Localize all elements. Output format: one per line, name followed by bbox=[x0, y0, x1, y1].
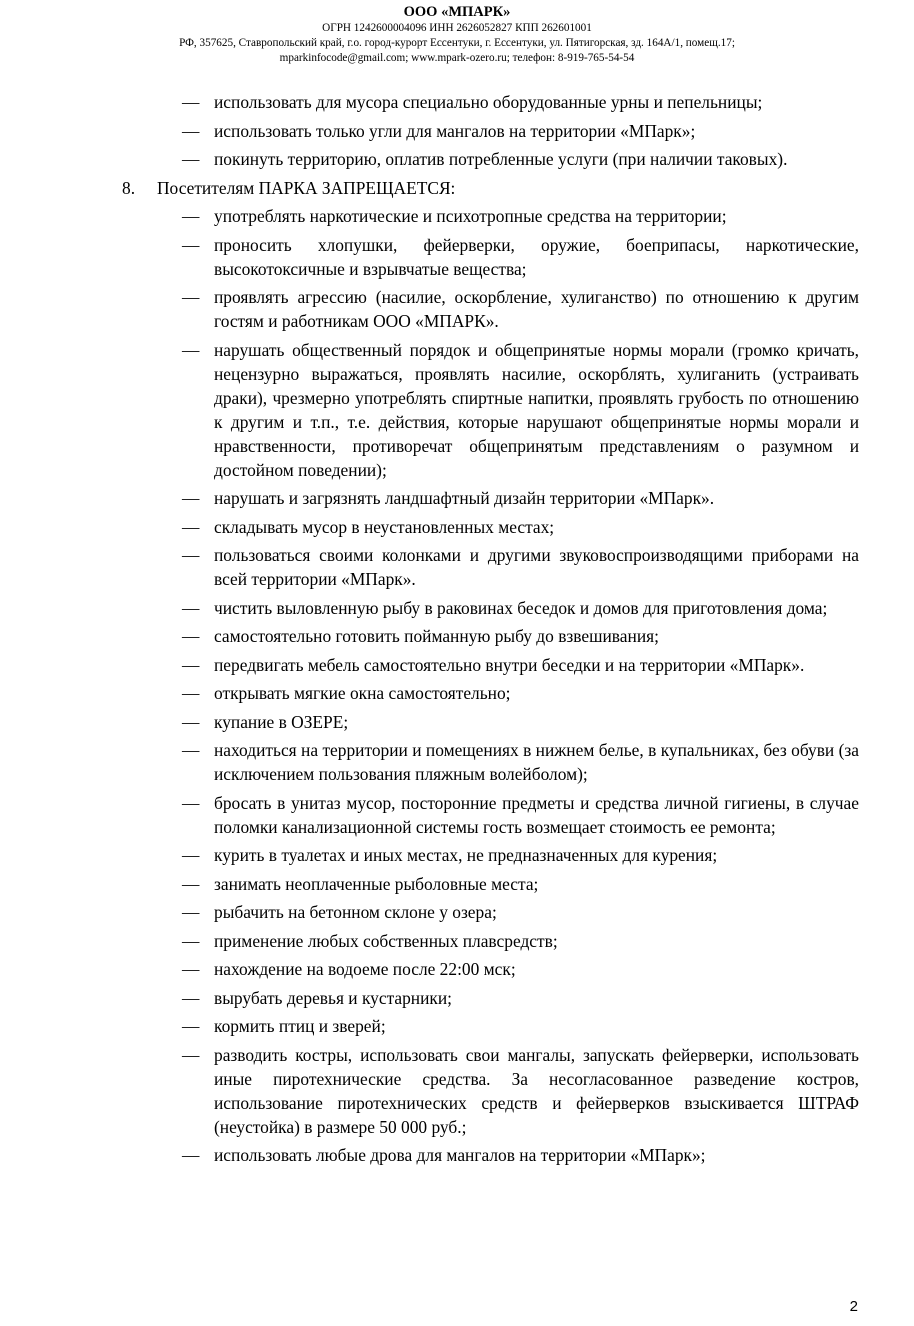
list-item-text: нарушать и загрязнять ландшафтный дизайн территории «МПарк». bbox=[214, 488, 715, 508]
list-item bbox=[0, 147, 859, 171]
section-8-heading bbox=[0, 176, 914, 200]
dash-bullet: — bbox=[182, 516, 200, 537]
list-item bbox=[0, 90, 859, 114]
list-item bbox=[0, 119, 859, 143]
list-item bbox=[0, 653, 859, 677]
list-item bbox=[0, 900, 859, 924]
dash-bullet: — bbox=[182, 792, 200, 813]
dash-bullet: — bbox=[182, 1145, 200, 1165]
list-item bbox=[0, 986, 859, 1010]
list-item-text: кормить птиц и зверей; bbox=[214, 1016, 386, 1036]
list-item bbox=[0, 285, 859, 333]
list-item-text: проявлять агрессию (насилие, оскорбление, хулиганство) по отношению к другим гостям и работникам ООО «МПАРК». bbox=[214, 287, 859, 331]
list-item bbox=[0, 204, 859, 228]
dash-bullet: — bbox=[182, 654, 200, 675]
dash-bullet: — bbox=[182, 930, 200, 951]
contacts-line: mparkinfocode@gmail.com; www.mpark-ozero.ru; телефон: 8-919-765-54-54 bbox=[279, 52, 635, 64]
dash-bullet: — bbox=[182, 92, 200, 112]
dash-bullet: — bbox=[182, 902, 200, 922]
list-item bbox=[0, 957, 859, 981]
document-header bbox=[0, 4, 914, 66]
list-item-text: вырубать деревья и кустарники; bbox=[214, 987, 452, 1008]
list-item bbox=[0, 596, 859, 620]
dash-bullet: — bbox=[182, 120, 200, 141]
list-item-text: применение любых собственных плавсредств; bbox=[214, 930, 558, 951]
document-body bbox=[0, 90, 914, 1167]
list-item bbox=[0, 843, 859, 867]
list-item-text: открывать мягкие окна самостоятельно; bbox=[214, 683, 511, 703]
list-item-text: находиться на территории и помещениях в нижнем белье, в купальниках, без обуви (за исключением пользования пляжным волейболом); bbox=[214, 740, 859, 784]
list-item bbox=[0, 1014, 859, 1038]
dash-bullet: — bbox=[182, 234, 200, 255]
dash-bullet: — bbox=[182, 488, 200, 508]
dash-bullet: — bbox=[182, 873, 200, 894]
list-item-text: бросать в унитаз мусор, посторонние предметы и средства личной гигиены, в случае поломки канализационной системы гость возмещает стоимость ее ремонта; bbox=[214, 792, 859, 837]
dash-bullet: — bbox=[182, 1044, 200, 1065]
page-number: 2 bbox=[849, 1298, 858, 1315]
registration-line: ОГРН 1242600004096 ИНН 2626052827 КПП 262601001 bbox=[322, 22, 592, 34]
list-item bbox=[0, 710, 859, 734]
dash-bullet: — bbox=[182, 845, 200, 865]
list-item-text: занимать неоплаченные рыболовные места; bbox=[214, 873, 539, 894]
list-item-text: проносить хлопушки, фейерверки, оружие, боеприпасы, наркотические, высокотоксичные и взрывчатые вещества; bbox=[214, 234, 859, 279]
list-item bbox=[0, 486, 859, 510]
list-item bbox=[0, 1143, 859, 1167]
dash-bullet: — bbox=[182, 740, 200, 760]
list-item-text: курить в туалетах и иных местах, не предназначенных для курения; bbox=[214, 845, 718, 865]
list-item-text: пользоваться своими колонками и другими звуковоспроизводящими приборами на всей территории «МПарк». bbox=[214, 545, 859, 589]
list-item-text: рыбачить на бетонном склоне у озера; bbox=[214, 902, 497, 922]
dash-bullet: — bbox=[182, 339, 200, 360]
list-item-text: использовать только угли для мангалов на территории «МПарк»; bbox=[214, 120, 696, 141]
list-item bbox=[0, 543, 859, 591]
list-item bbox=[0, 338, 859, 482]
dash-bullet: — bbox=[182, 711, 200, 732]
list-item-text: самостоятельно готовить пойманную рыбу до взвешивания; bbox=[214, 626, 659, 646]
list-item bbox=[0, 738, 859, 786]
company-name: ООО «МПАРК» bbox=[403, 4, 511, 20]
list-item bbox=[0, 515, 859, 539]
list-item bbox=[0, 681, 859, 705]
dash-bullet: — bbox=[182, 959, 200, 979]
list-item-text: употреблять наркотические и психотропные средства на территории; bbox=[214, 206, 727, 226]
list-item bbox=[0, 791, 859, 839]
list-item-text: использовать для мусора специально оборудованные урны и пепельницы; bbox=[214, 92, 763, 112]
dash-bullet: — bbox=[182, 683, 200, 703]
dash-bullet: — bbox=[182, 987, 200, 1008]
list-item bbox=[0, 929, 859, 953]
list-item bbox=[0, 872, 859, 896]
dash-bullet: — bbox=[182, 626, 200, 646]
dash-bullet: — bbox=[182, 206, 200, 226]
list-item bbox=[0, 624, 859, 648]
list-item-text: разводить костры, использовать свои мангалы, запускать фейерверки, использовать иные пиротехнические средства. За несогласованное разведение костров, использование пиротехнических средств и фейерверков взыскивается ШТРАФ (неустойка) в размере 50 000 руб.; bbox=[214, 1044, 859, 1137]
dash-bullet: — bbox=[182, 597, 200, 618]
list-item-text: нарушать общественный порядок и общепринятые нормы морали (громко кричать, нецензурно выражаться, проявлять насилие, оскорблять, хулиганить (устраивать драки), чрезмерно употреблять спиртные напитки, проявлять грубость по отношению к другим и т.п., т.е. действия, которые нарушают общепринятые нормы морали и нравственности, противоречат общепринятым представлениям о разумном и достойном поведении); bbox=[214, 339, 859, 480]
address-line: РФ, 357625, Ставропольский край, г.о. город-курорт Ессентуки, г. Ессентуки, ул. Пятигорская, зд. 164А/1, помещ.17; bbox=[179, 37, 735, 49]
dash-bullet: — bbox=[182, 1016, 200, 1036]
dash-bullet: — bbox=[182, 545, 200, 565]
list-item-text: покинуть территорию, оплатив потребленные услуги (при наличии таковых). bbox=[214, 149, 788, 169]
list-item-text: передвигать мебель самостоятельно внутри беседки и на территории «МПарк». bbox=[214, 654, 805, 675]
list-item bbox=[0, 233, 859, 281]
list-item-text: купание в ОЗЕРЕ; bbox=[214, 711, 349, 732]
list-item-text: чистить выловленную рыбу в раковинах беседок и домов для приготовления дома; bbox=[214, 597, 828, 618]
list-item-text: складывать мусор в неустановленных местах; bbox=[214, 516, 555, 537]
dash-bullet: — bbox=[182, 287, 200, 307]
section-number: 8. bbox=[122, 177, 136, 198]
list-item-text: использовать любые дрова для мангалов на территории «МПарк»; bbox=[214, 1145, 706, 1165]
section-title: Посетителям ПАРКА ЗАПРЕЩАЕТСЯ: bbox=[157, 177, 456, 198]
list-item bbox=[0, 1043, 859, 1139]
dash-bullet: — bbox=[182, 149, 200, 169]
list-item-text: нахождение на водоеме после 22:00 мск; bbox=[214, 959, 516, 979]
